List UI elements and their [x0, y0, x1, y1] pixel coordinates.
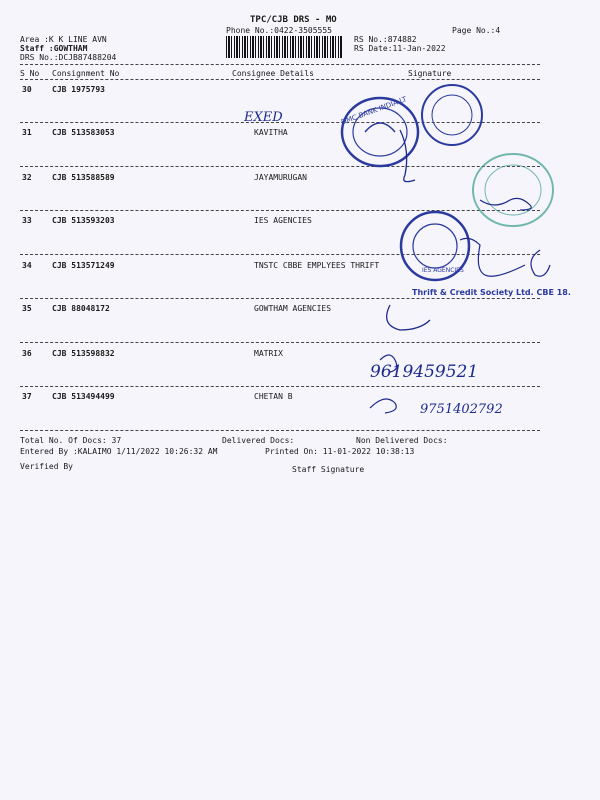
teal-stamp	[466, 148, 561, 233]
row-sno: 35	[22, 304, 32, 313]
printed-on: Printed On: 11-01-2022 10:38:13	[265, 447, 415, 456]
row-sno: 31	[22, 128, 32, 137]
handwritten-phone-1: 9619459521	[370, 362, 479, 382]
row-consignment: CJB 513598832	[52, 349, 115, 358]
delivered-docs: Delivered Docs:	[222, 436, 295, 445]
handwritten-exed: EXED	[244, 110, 283, 125]
row-consignee: KAVITHA	[254, 128, 288, 137]
agency-stamp	[395, 206, 475, 286]
row-consignee: MATRIX	[254, 349, 283, 358]
row-consignment: CJB 513494499	[52, 392, 115, 401]
row-consignment: CJB 513583053	[52, 128, 115, 137]
row-divider	[20, 210, 540, 211]
page-number: Page No.:4	[452, 26, 501, 35]
barcode	[226, 36, 342, 58]
column-header-consignment: Consignment No	[52, 69, 120, 78]
thrift-stamp: Thrift & Credit Society Ltd. CBE 18.	[412, 288, 571, 297]
handwritten-phone-2: 9751402792	[420, 402, 503, 417]
header-divider	[20, 64, 540, 65]
row-divider	[20, 166, 540, 167]
bank-stamp-text: DMC BANK INDIA LT	[340, 95, 408, 127]
column-header-signature: Signature	[408, 69, 452, 78]
column-header-consignee: Consignee Details	[232, 69, 314, 78]
row-sno: 32	[22, 173, 32, 182]
row-consignee: JAYAMURUGAN	[254, 173, 307, 182]
area-label: Area :K K LINE AVN	[20, 35, 107, 44]
row-divider	[20, 430, 540, 431]
rs-date: RS Date:11-Jan-2022	[354, 44, 446, 53]
row-consignment: CJB 1975793	[52, 85, 105, 94]
row-divider	[20, 342, 540, 343]
column-divider	[20, 79, 540, 80]
entered-by: Entered By :KALAIMO 1/11/2022 10:26:32 AM	[20, 447, 218, 456]
row-consignment: CJB 513588589	[52, 173, 115, 182]
staff-label: Staff :GOWTHAM	[20, 44, 88, 53]
non-delivered-docs: Non Delivered Docs:	[356, 436, 448, 445]
row-consignment: CJB 88048172	[52, 304, 110, 313]
row-sno: 37	[22, 392, 32, 401]
row-divider	[20, 254, 540, 255]
agency-stamp-text: IES AGENCIES	[422, 267, 464, 274]
verified-by: Verified By	[20, 462, 73, 471]
column-header-sno: S No	[20, 69, 40, 78]
row-sno: 30	[22, 85, 32, 94]
row-consignment: CJB 513571249	[52, 261, 115, 270]
document-title: TPC/CJB DRS - MO	[250, 15, 337, 25]
row-sno: 33	[22, 216, 32, 225]
round-stamp	[412, 80, 492, 150]
bank-stamp	[335, 92, 425, 172]
drs-number: DRS No.:DCJB87488204	[20, 53, 117, 62]
row-consignee: CHETAN B	[254, 392, 293, 401]
staff-signature-label: Staff Signature	[292, 465, 365, 474]
phone-number: Phone No.:0422-3505555	[226, 26, 332, 35]
row-sno: 34	[22, 261, 32, 270]
row-divider	[20, 298, 540, 299]
row-consignee: IES AGENCIES	[254, 216, 312, 225]
rs-number: RS No.:874882	[354, 35, 417, 44]
total-docs: Total No. Of Docs: 37	[20, 436, 122, 445]
row-consignee: GOWTHAM AGENCIES	[254, 304, 332, 313]
row-sno: 36	[22, 349, 32, 358]
row-divider	[20, 386, 540, 387]
row-consignee: TNSTC CBBE EMPLYEES THRIFT	[254, 261, 380, 270]
row-consignment: CJB 513593203	[52, 216, 115, 225]
